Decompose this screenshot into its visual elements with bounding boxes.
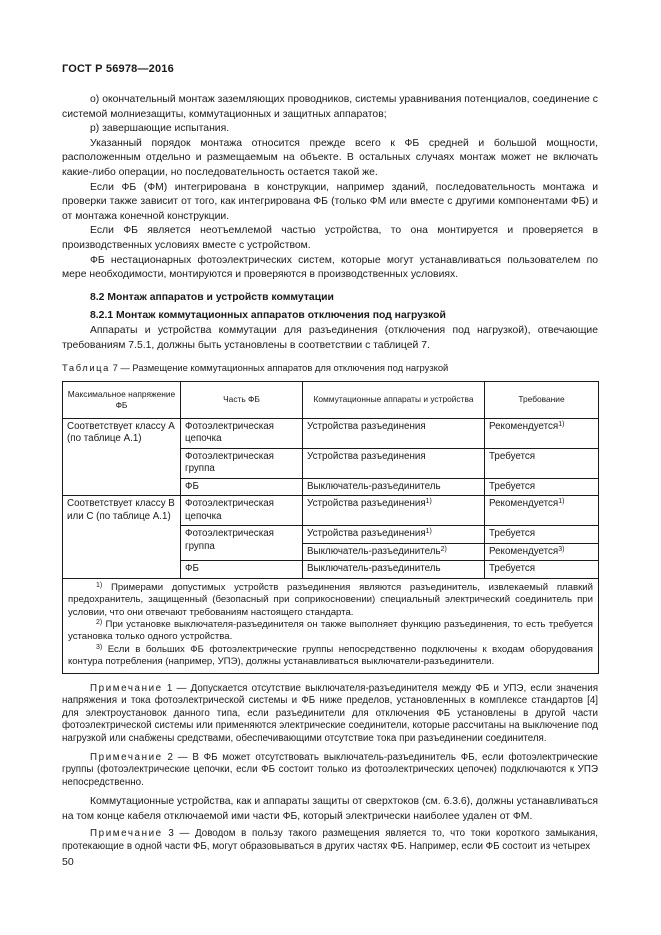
table-cell: Требуется [485, 448, 599, 478]
footnote-mark: 1) [96, 581, 103, 589]
note-text: 3 — Доводом в пользу такого размещения является то, что токи короткого замыкания, протекающие в одной части ФБ, могут образовываться в других частях ФБ. Например, если ФБ состоит из четырех [62, 828, 598, 853]
table-7 [62, 381, 599, 674]
column-header: Требование [485, 381, 599, 418]
note-label: Примечание [90, 751, 163, 763]
cell-text: Устройства разъединения [307, 528, 426, 540]
table-notes-row [63, 578, 599, 673]
note-text: 1 — Допускается отсутствие выключателя-разъединителя между ФБ и УПЭ, если значения напряжения и тока фотоэлектрической системы и ФБ ниже пределов, установленных в комплексе стандартов [4] для электроустановок данного типа, если разъединители для отключения ФБ установлены в другой части фотоэлектрической системы или применяются электрические соединители, которые рассчитаны на выключение под нагрузкой или снабжены средствами, обеспечивающими отсутствие тока при разъединении соединителя. [62, 682, 598, 744]
footnote-ref: 1) [558, 498, 565, 506]
cell-text: Рекомендуется [489, 498, 559, 510]
note-label: Примечание [90, 828, 163, 840]
table-cell [485, 496, 599, 526]
table-cell: Фотоэлектрическая цепочка [181, 496, 303, 526]
footnote-text: Примерами допустимых устройств разъединения являются разъединитель, извлекаемый плавкий предохранитель, защищенный (безопасный при соприкосновении) специальный электрический соединитель при условии, что они отвечают требованиям настоящего стандарта. [68, 581, 593, 618]
table-cell [303, 526, 485, 544]
footnote-ref: 2) [440, 545, 447, 553]
footnote-ref: 1) [425, 528, 432, 536]
column-header: Коммутационные аппараты и устройства [303, 381, 485, 418]
table-cell: Требуется [485, 478, 599, 496]
table-cell [303, 543, 485, 561]
table-row [63, 418, 599, 448]
table-cell: ФБ [181, 478, 303, 496]
table-caption-label: Таблица [62, 362, 110, 374]
table-cell: ФБ [181, 561, 303, 579]
section-heading-8-2: 8.2 Монтаж аппаратов и устройств коммутации [90, 291, 334, 303]
footnote-ref: 1) [425, 498, 432, 506]
page-number: 50 [62, 856, 74, 868]
note-label: Примечание [90, 682, 163, 694]
column-header: Максимальное напряжение ФБ [63, 381, 181, 418]
table-cell: Выключатель-разъединитель [303, 561, 485, 579]
table-cell: Фотоэлектрическая группа [181, 526, 303, 561]
note-3 [62, 828, 598, 853]
table-caption [62, 361, 598, 376]
section-heading-8-2-1: 8.2.1 Монтаж коммутационных аппаратов отключения под нагрузкой [90, 310, 446, 322]
voltage-class-bc-cell: Соответствует классу В или С (по таблице А.1) [63, 496, 181, 579]
table-footnotes [63, 578, 599, 673]
paragraph: Если ФБ (ФМ) интегрирована в конструкции, например зданий, последовательность монтажа и проверки также зависит от того, как интегрирована ФБ (только ФМ или вместе с другими компонентами ФБ) и от монтажа конечной конструкции. [62, 181, 598, 222]
table-footnote [68, 582, 593, 619]
table-cell: Устройства разъединения [303, 448, 485, 478]
footnote-text: Если в больших ФБ фотоэлектрические группы непосредственно подключены к входам оборудования контура потребления (например, УПЭ), должны устанавливаться выключатели-разъединители. [68, 643, 593, 668]
page-body [62, 93, 598, 854]
table-footnote [68, 619, 593, 644]
footnote-mark: 2) [96, 618, 103, 626]
table-cell [485, 418, 599, 448]
table-cell: Устройства разъединения [303, 418, 485, 448]
table-footnote [68, 644, 593, 669]
footnote-ref: 1) [558, 420, 565, 428]
cell-text: Рекомендуется [489, 545, 559, 557]
table-header-row [63, 381, 599, 418]
table-cell: Фотоэлектрическая группа [181, 448, 303, 478]
table-row [63, 496, 599, 526]
voltage-class-a-cell: Соответствует классу А (по таблице А.1) [63, 418, 181, 496]
paragraph-item-o: о) окончательный монтаж заземляющих проводников, системы уравнивания потенциалов, соединение с системой молниезащиты, коммутационных и защитных аппаратов; [62, 94, 598, 120]
note-2 [62, 752, 598, 790]
document-header: ГОСТ Р 56978—2016 [62, 63, 174, 75]
paragraph: Указанный порядок монтажа относится прежде всего к ФБ средней и большой мощности, расположенным отдельно и размещаемым на объекте. В остальных случаях монтаж может не включать какие-либо операции, но последовательность остается такой же. [62, 137, 598, 178]
table-cell: Требуется [485, 561, 599, 579]
table-caption-text: 7 — Размещение коммутационных аппаратов для отключения под нагрузкой [109, 362, 449, 374]
paragraph: Если ФБ является неотъемлемой частью устройства, то она монтируется и проверяется в производственных условиях вместе с устройством. [62, 225, 598, 251]
note-text: 2 — В ФБ может отсутствовать выключатель-разъединитель ФБ, если фотоэлектрические группы (фотоэлектрические цепочки, если ФБ состоит только из фотоэлектрических цепочек) подключаются к УПЭ непосредственно. [62, 751, 598, 788]
table-cell [303, 496, 485, 526]
table-cell: Выключатель-разъединитель [303, 478, 485, 496]
table-cell: Фотоэлектрическая цепочка [181, 418, 303, 448]
paragraph: Коммутационные устройства, как и аппараты защиты от сверхтоков (см. 6.3.6), должны устанавливаться на том конце кабеля отключаемой ими части ФБ, который электрически наиболее удален от ФМ. [62, 796, 598, 822]
cell-text: Устройства разъединения [307, 498, 426, 510]
table-cell [485, 543, 599, 561]
cell-text: Выключатель-разъединитель [307, 545, 441, 557]
paragraph: Аппараты и устройства коммутации для разъединения (отключения под нагрузкой), отвечающие требованиям 7.5.1, должны быть установлены в соответствии с таблицей 7. [62, 324, 598, 351]
footnote-mark: 3) [96, 643, 103, 651]
footnote-ref: 3) [558, 545, 565, 553]
column-header: Часть ФБ [181, 381, 303, 418]
paragraph-item-r: р) завершающие испытания. [90, 123, 230, 135]
footnote-text: При установке выключателя-разъединителя он также выполняет функцию разъединения, то есть требуется установка только одного устройства. [68, 618, 593, 643]
paragraph: ФБ нестационарных фотоэлектрических систем, которые могут устанавливаться пользователем по мере необходимости, монтируются и проверяются в производственных условиях. [62, 254, 598, 281]
cell-text: Рекомендуется [489, 420, 559, 432]
note-1 [62, 683, 598, 746]
table-cell: Требуется [485, 526, 599, 544]
